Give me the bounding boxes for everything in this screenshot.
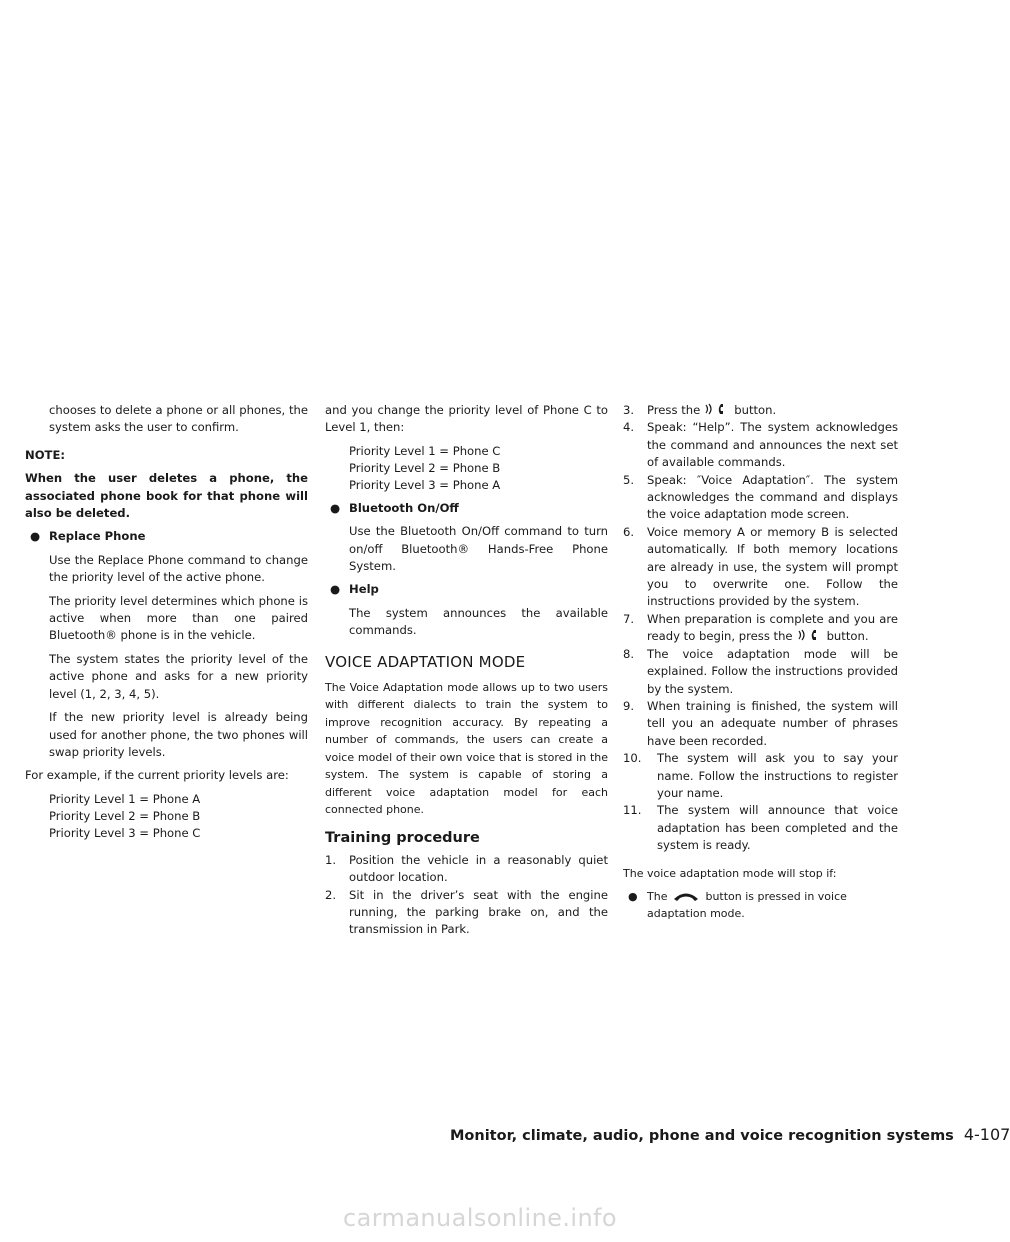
bullet-replace-phone [25, 528, 308, 545]
step-text: The system will announce that voice adaptation has been completed and the system is ready. [657, 803, 898, 853]
bullet-icon: ● [628, 889, 638, 903]
bullet-help [325, 581, 608, 598]
replace-phone-p2: The priority level determines which phone is active when more than one paired Bluetooth® phone is in the vehicle. [49, 593, 308, 643]
step-text: Speak: “Help”. The system acknowledges the command and announces the next set of available commands. [647, 420, 898, 470]
change-text: and you change the priority level of Phone C to Level 1, then: [325, 403, 608, 435]
step-number: 7. [623, 611, 635, 626]
section-text: The Voice Adaptation mode allows up to two users with different dialects to train the system to improve recognition accuracy. By repeating a number of commands, the users can create a voice model of their own voice that is stored in the system. The system is capable of storing a different voice adaptation model for each connected phone. [325, 681, 608, 816]
priority-level: Priority Level 2 = Phone B [349, 460, 501, 475]
list-item [325, 887, 608, 939]
priority-list-before [25, 791, 308, 842]
step-number: 4. [623, 420, 635, 435]
hang-up-phone-icon [671, 890, 701, 902]
bullet-bluetooth [325, 500, 608, 517]
bullet-icon: ● [330, 500, 341, 515]
list-item [623, 698, 898, 750]
priority-level: Priority Level 3 = Phone C [49, 825, 201, 840]
watermark: carmanualsonline.info [343, 1204, 617, 1232]
column-middle [325, 402, 608, 939]
step-text: Speak: ″Voice Adaptation″. The system acknowledges the command and displays the voice adaptation mode screen. [647, 472, 898, 522]
replace-phone-p4: If the new priority level is already being used for another phone, the two phones will swap priority levels. [49, 710, 308, 759]
step-number: 1. [325, 852, 337, 867]
list-item [623, 802, 898, 854]
step-text: The system will ask you to say your name. Follow the instructions to register your name. [657, 751, 898, 800]
step-number: 5. [623, 472, 635, 487]
note-text: When the user deletes a phone, the associated phone book for that phone will also be deleted. [25, 471, 308, 521]
stop-text: The voice adaptation mode will stop if: [623, 866, 837, 880]
example-text: For example, if the current priority levels are: [25, 768, 289, 783]
replace-phone-title: Replace Phone [49, 529, 146, 544]
talk-phone-icon [704, 402, 730, 416]
chapter-title: Monitor, climate, audio, phone and voice recognition systems [450, 1128, 954, 1144]
section-title: VOICE ADAPTATION MODE [325, 652, 526, 671]
step-text: Position the vehicle in a reasonably quiet outdoor location. [349, 852, 608, 885]
list-item [623, 472, 898, 524]
page-footer [450, 1125, 1010, 1145]
step-number: 6. [623, 524, 635, 539]
bullet-icon: ● [30, 529, 41, 544]
step-number: 3. [623, 403, 635, 417]
step-number: 9. [623, 698, 635, 713]
replace-phone-p3: The system states the priority level of the active phone and asks for a new priority level (1, 2, 3, 4, 5). [49, 651, 308, 701]
intro-paragraph: chooses to delete a phone or all phones, the system asks the user to confirm. [49, 403, 308, 435]
subsection-title: Training procedure [325, 830, 480, 847]
step-number: 10. [623, 751, 642, 766]
step-number: 8. [623, 646, 635, 661]
note-label: NOTE: [25, 447, 66, 462]
bullet-stop [623, 888, 898, 923]
stop-bullet-text: The [647, 889, 668, 903]
help-title: Help [349, 582, 379, 597]
step-number: 11. [623, 803, 642, 818]
bullet-icon: ● [330, 582, 341, 597]
step-text-end: button. [734, 403, 777, 417]
bluetooth-text: Use the Bluetooth On/Off command to turn on/off Bluetooth® Hands-Free Phone System. [349, 524, 608, 574]
step-text: When training is finished, the system will tell you an adequate number of phrases have been recorded. [647, 698, 898, 748]
priority-list-after [325, 443, 608, 494]
step-text: When preparation is complete and you are ready to begin, press the [647, 611, 898, 644]
list-item [623, 524, 898, 611]
bluetooth-title: Bluetooth On/Off [349, 500, 459, 515]
list-item [623, 402, 898, 419]
stop-bullet-text-end: button is pressed in voice adaptation mode. [647, 889, 847, 921]
priority-level: Priority Level 3 = Phone A [349, 477, 501, 492]
talk-phone-icon [797, 628, 823, 642]
list-item [623, 750, 898, 802]
step-text: Voice memory A or memory B is selected automatically. If both memory locations are already in use, the system will prompt you to overwrite one. Follow the instructions provided by the system. [647, 524, 898, 609]
priority-level: Priority Level 1 = Phone C [349, 443, 501, 458]
step-text: Sit in the driver’s seat with the engine running, the parking brake on, and the transmission in Park. [349, 887, 608, 937]
list-item [623, 419, 898, 471]
column-right [623, 402, 898, 923]
step-text: The voice adaptation mode will be explained. Follow the instructions provided by the system. [647, 646, 898, 696]
list-item [623, 611, 898, 646]
list-item [325, 852, 608, 887]
step-text: Press the [647, 403, 701, 417]
step-number: 2. [325, 887, 337, 902]
page-number: 4-107 [963, 1125, 1010, 1144]
priority-level: Priority Level 2 = Phone B [49, 808, 201, 823]
priority-level: Priority Level 1 = Phone A [49, 791, 201, 806]
column-left [25, 402, 308, 842]
list-item [623, 646, 898, 698]
replace-phone-p1: Use the Replace Phone command to change the priority level of the active phone. [49, 552, 308, 585]
step-text-end: button. [826, 629, 869, 644]
help-text: The system announces the available commands. [349, 605, 608, 638]
